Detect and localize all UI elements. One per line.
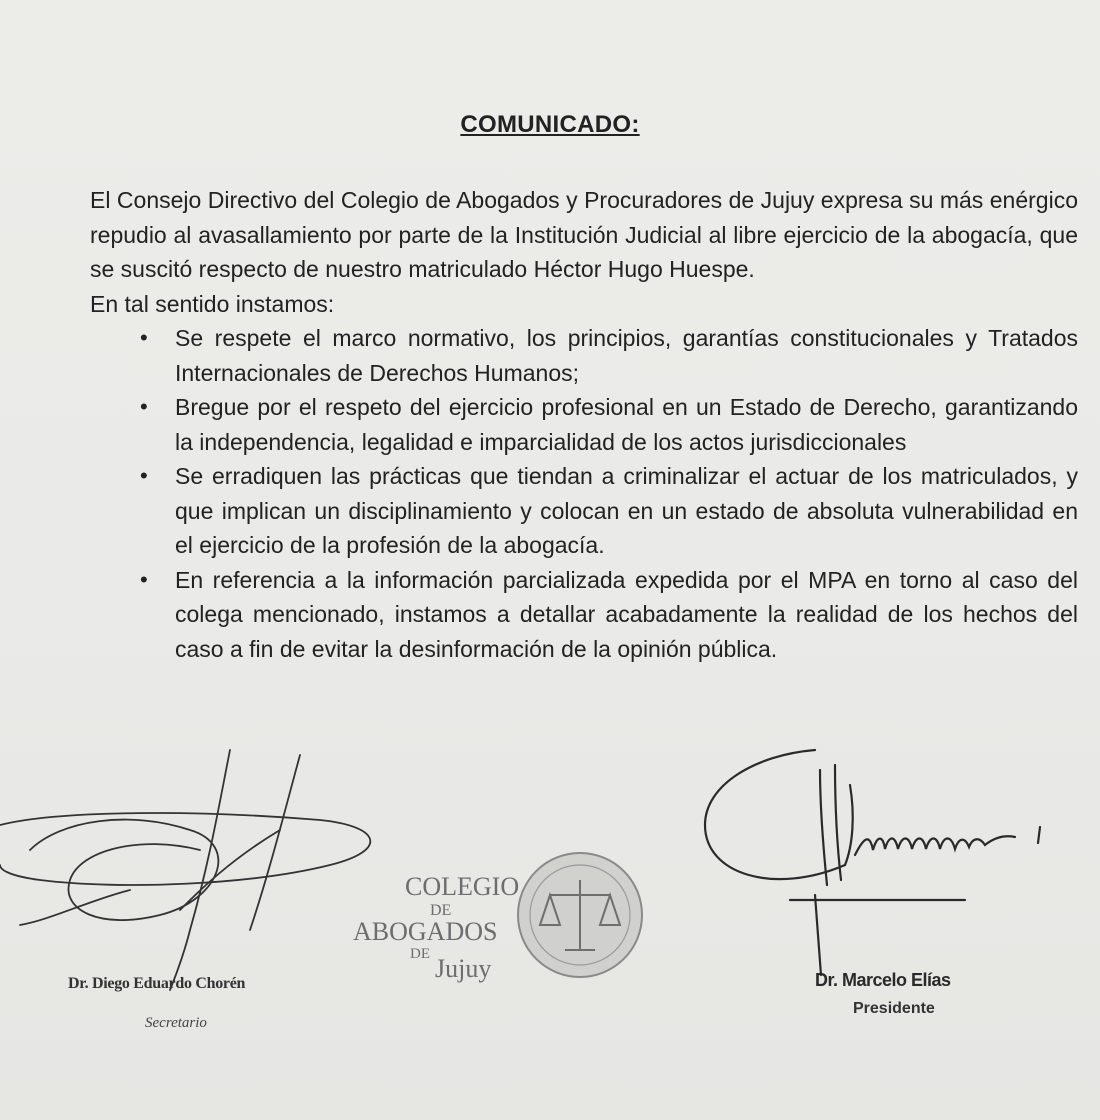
intro-line: En tal sentido instamos: bbox=[90, 290, 335, 317]
signer-left-name: Dr. Diego Eduardo Chorén bbox=[68, 975, 246, 992]
seal-line-1: COLEGIO bbox=[405, 872, 520, 901]
list-item-text: Bregue por el respeto del ejercicio profesional en un Estado de Derecho, garantizando la independencia, legalidad e imparcialidad de los actos jurisdiccionales bbox=[175, 394, 1078, 455]
signer-right-role: Presidente bbox=[853, 1000, 935, 1017]
bullet-icon: • bbox=[140, 325, 148, 350]
points-list bbox=[90, 321, 1078, 666]
list-item-text: En referencia a la información parcializada expedida por el MPA en torno al caso del colega mencionado, instamos a detallar acabadamente la realidad de los hechos del caso a fin de evitar la desinformación de la opinión pública. bbox=[175, 566, 1078, 662]
main-paragraph: El Consejo Directivo del Colegio de Abogados y Procuradores de Jujuy expresa su más enérgico repudio al avasallamiento por parte de la Institución Judicial al libre ejercicio de la abogacía, que se suscitó respecto de nuestro matriculado Héctor Hugo Huespe. bbox=[90, 187, 1078, 282]
document-title: COMUNICADO: bbox=[460, 111, 640, 138]
signature-left-icon bbox=[0, 740, 400, 1040]
document-body bbox=[90, 183, 1078, 666]
bullet-icon: • bbox=[140, 463, 148, 488]
signature-right-icon bbox=[695, 745, 1075, 985]
seal-line-5: Jujuy bbox=[435, 954, 492, 983]
signer-right-name: Dr. Marcelo Elías bbox=[815, 970, 951, 990]
list-item bbox=[90, 459, 1078, 563]
list-item bbox=[90, 563, 1078, 667]
list-item-text: Se erradiquen las prácticas que tiendan a criminalizar el actuar de los matriculados, y que implican un disciplinamiento y colocan en un estado de absoluta vulnerabilidad en el ejercicio de la profesión de la abogacía. bbox=[175, 463, 1078, 558]
bullet-icon: • bbox=[140, 394, 148, 419]
signer-left-role: Secretario bbox=[145, 1015, 207, 1031]
bullet-icon: • bbox=[140, 566, 148, 592]
college-seal-icon bbox=[345, 840, 655, 1000]
list-item-text: Se respete el marco normativo, los principios, garantías constitucionales y Tratados Internacionales de Derechos Humanos; bbox=[175, 325, 1078, 386]
seal-line-4: DE bbox=[410, 946, 430, 962]
list-item bbox=[90, 321, 1078, 390]
list-item bbox=[90, 390, 1078, 459]
seal-line-2: DE bbox=[430, 902, 452, 919]
seal-line-3: ABOGADOS bbox=[353, 917, 498, 946]
